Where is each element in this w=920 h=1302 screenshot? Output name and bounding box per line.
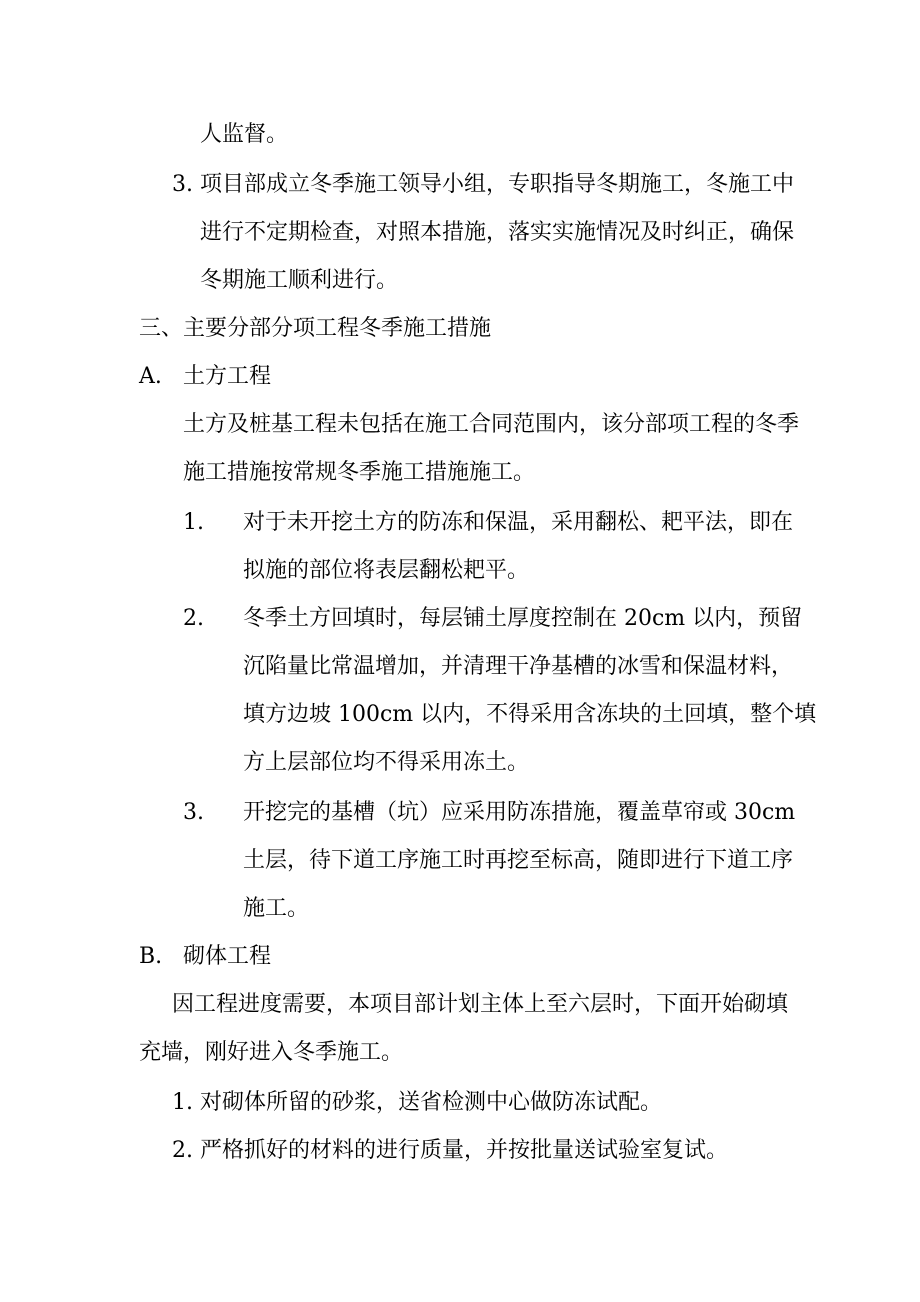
paragraph-line: 项目部成立冬季施工领导小组，专职指导冬期施工，冬施工中 bbox=[200, 172, 795, 197]
paragraph-line: 对于未开挖土方的防冻和保温，采用翻松、耙平法，即在 bbox=[243, 510, 794, 535]
paragraph-line: 因工程进度需要，本项目部计划主体上至六层时，下面开始砌填 bbox=[172, 992, 789, 1017]
paragraph-line: 土方及桩基工程未包括在施工合同范围内，该分部项工程的冬季 bbox=[183, 412, 800, 437]
paragraph-line: 施工。 bbox=[243, 896, 310, 921]
paragraph-line: 人监督。 bbox=[200, 122, 289, 147]
list-number: 3. bbox=[183, 800, 204, 825]
paragraph-line: 进行不定期检查，对照本措施，落实实施情况及时纠正，确保 bbox=[200, 220, 795, 245]
section-label: A. bbox=[139, 364, 162, 389]
list-number: 3. bbox=[172, 172, 193, 197]
section-label: B. bbox=[139, 944, 163, 969]
paragraph-line: 冬季土方回填时，每层铺土厚度控制在 20cm 以内，预留 bbox=[243, 606, 803, 631]
list-number: 2. bbox=[183, 606, 204, 631]
section-title: 土方工程 bbox=[183, 364, 272, 389]
paragraph-line: 沉陷量比常温增加，并清理干净基槽的冰雪和保温材料， bbox=[243, 654, 794, 679]
paragraph-line: 充墙，刚好进入冬季施工。 bbox=[139, 1040, 404, 1065]
section-heading: 三、主要分部分项工程冬季施工措施 bbox=[139, 316, 492, 341]
list-number: 1. bbox=[172, 1090, 193, 1115]
paragraph-line: 开挖完的基槽（坑）应采用防冻措施，覆盖草帘或 30cm bbox=[243, 800, 796, 825]
list-number: 1. bbox=[183, 510, 204, 535]
paragraph-line: 拟施的部位将表层翻松耙平。 bbox=[243, 558, 530, 583]
section-title: 砌体工程 bbox=[183, 944, 272, 969]
paragraph-line: 方上层部位均不得采用冻土。 bbox=[243, 750, 530, 775]
paragraph-line: 填方边坡 100cm 以内，不得采用含冻块的土回填，整个填 bbox=[243, 702, 817, 727]
paragraph-line: 冬期施工顺利进行。 bbox=[200, 268, 399, 293]
list-number: 2. bbox=[172, 1138, 193, 1163]
paragraph-line: 对砌体所留的砂浆，送省检测中心做防冻试配。 bbox=[200, 1090, 663, 1115]
paragraph-line: 施工措施按常规冬季施工措施施工。 bbox=[183, 460, 536, 485]
paragraph-line: 严格抓好的材料的进行质量，并按批量送试验室复试。 bbox=[200, 1138, 729, 1163]
paragraph-line: 土层，待下道工序施工时再挖至标高，随即进行下道工序 bbox=[243, 848, 794, 873]
